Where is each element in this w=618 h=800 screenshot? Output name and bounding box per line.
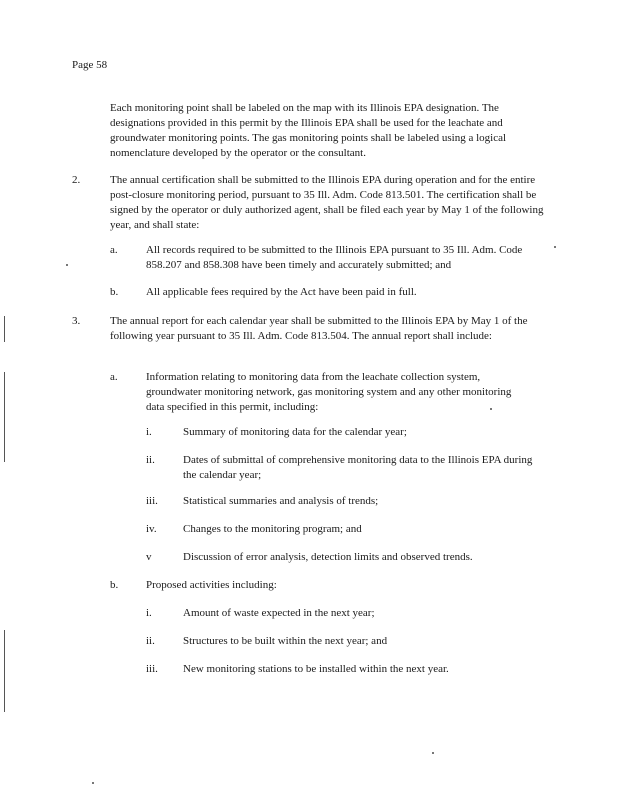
item-2-text: The annual certification shall be submitted to the Illinois EPA during operation and for the entire post-closure monitoring period, pursuant to 35 Ill. Adm. Code 813.501. The certification shall be signed by the operator or duly authorized agent, shall be filed each year by May 1 of the following year, and shall state: xyxy=(110,174,544,231)
item-3a-iii-text: Statistical summaries and analysis of trends; xyxy=(183,495,379,507)
item-3b-iii-label: iii. xyxy=(146,663,158,675)
item-3a-iii-label: iii. xyxy=(146,495,158,507)
scan-speck xyxy=(432,752,434,754)
item-3a-iv-text: Changes to the monitoring program; and xyxy=(183,523,362,535)
item-3b-text: Proposed activities including: xyxy=(146,579,277,591)
item-3a-v-label: v xyxy=(146,551,152,563)
item-3b-i-label: i. xyxy=(146,607,152,619)
item-2a-text: All records required to be submitted to the Illinois EPA pursuant to 35 Ill. Adm. Code 858.207 and 858.308 have been timely and accurately submitted; and xyxy=(146,244,523,271)
item-3a-text: Information relating to monitoring data from the leachate collection system, groundwater monitoring network, gas monitoring system and any other monitoring data specified in this permit, including: xyxy=(146,371,512,413)
margin-scan-mark xyxy=(4,372,5,462)
item-3-text: The annual report for each calendar year shall be submitted to the Illinois EPA by May 1 of the following year pursuant to 35 Ill. Adm. Code 813.504. The annual report shall include: xyxy=(110,315,528,342)
scan-speck xyxy=(66,264,68,266)
item-3a-i-label: i. xyxy=(146,426,152,438)
margin-scan-mark xyxy=(4,316,5,342)
item-2b-label: b. xyxy=(110,286,119,298)
item-3a-iv-label: iv. xyxy=(146,523,157,535)
item-3b-iii-text: New monitoring stations to be installed within the next year. xyxy=(183,663,449,675)
item-3a-i-text: Summary of monitoring data for the calendar year; xyxy=(183,426,407,438)
item-3a-v-text: Discussion of error analysis, detection limits and observed trends. xyxy=(183,551,473,563)
scan-speck xyxy=(92,782,94,784)
scan-speck xyxy=(490,408,492,410)
item-3b-label: b. xyxy=(110,579,119,591)
scan-speck xyxy=(554,246,556,248)
item-3a-ii-label: ii. xyxy=(146,454,155,466)
item-3b-i-text: Amount of waste expected in the next year; xyxy=(183,607,375,619)
item-2a-label: a. xyxy=(110,244,118,256)
item-2b-text: All applicable fees required by the Act have been paid in full. xyxy=(146,286,417,298)
margin-scan-mark xyxy=(4,630,5,712)
page-number: Page 58 xyxy=(72,59,108,71)
item-3a-ii-text: Dates of submittal of comprehensive monitoring data to the Illinois EPA during the calendar year; xyxy=(183,454,533,481)
item-3-number: 3. xyxy=(72,315,81,327)
item-3b-ii-text: Structures to be built within the next year; and xyxy=(183,635,388,647)
item-2-number: 2. xyxy=(72,174,81,186)
item-3a-label: a. xyxy=(110,371,118,383)
item-3b-ii-label: ii. xyxy=(146,635,155,647)
intro-paragraph: Each monitoring point shall be labeled on the map with its Illinois EPA designation. The designations provided in this permit by the Illinois EPA shall be used for the leachate and groundwater monitoring points. The gas monitoring points shall be labeled using a logical nomenclature developed by the operator or the consultant. xyxy=(110,102,507,159)
